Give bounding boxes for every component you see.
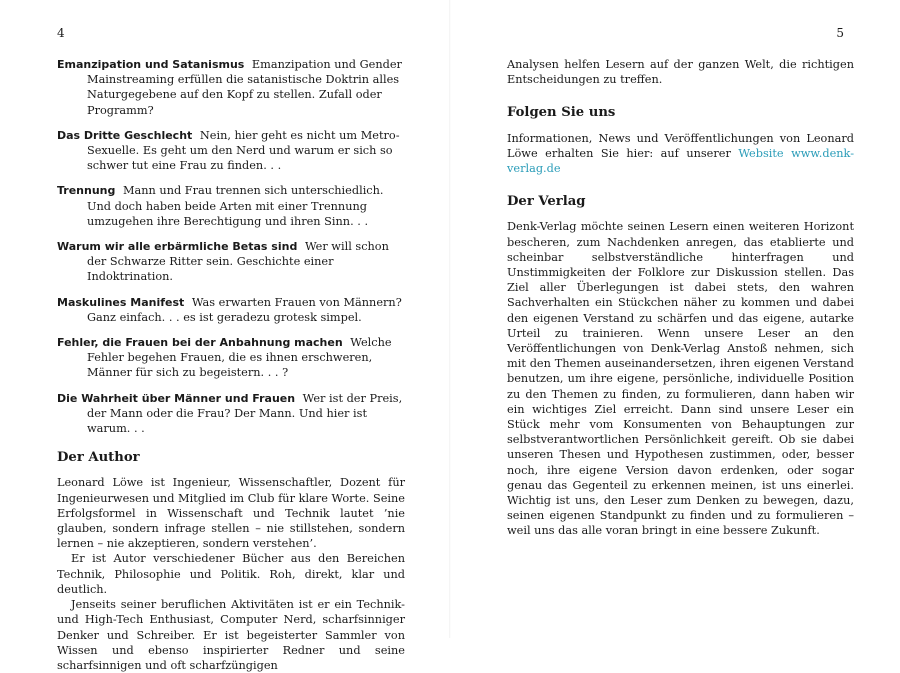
website-link[interactable]: Website www.denk-verlag.de [507, 146, 855, 176]
continuation-paragraph: Analysen helfen Lesern auf der ganzen Welt, die richtigen Entscheidungen zu treffen. [507, 58, 854, 87]
entry-title: Die Wahrheit über Männer und Frauen [57, 391, 296, 405]
book-entry [57, 128, 405, 174]
right-column [507, 57, 854, 539]
entry-text: Wer will schon der Schwarze Ritter sein. Geschichte einer Indoktrination. [87, 240, 389, 284]
author-paragraph: Leonard Löwe ist Ingenieur, Wissenschaftler, Dozent für Ingenieurwesen und Mitglied im Club für klare Worte. Seine Erfolgsformel in Wissenschaft und Technik lautet ’nie glauben, sondern infrage stellen – nie stillstehen, sondern lernen – nie akzeptieren, sondern verstehen’. [57, 476, 405, 551]
page-number-right: 5 [836, 26, 844, 40]
book-entry [57, 335, 405, 381]
book-entry [57, 239, 405, 285]
left-page [0, 0, 450, 672]
entry-title: Emanzipation und Satanismus [57, 58, 245, 71]
entry-text: Nein, hier geht es nicht um Metro-Sexuelle. Es geht um den Nerd und warum er sich so schwer tut eine Frau zu finden. . . [87, 128, 400, 173]
author-heading: Der Author [57, 450, 140, 466]
entry-text: Mann und Frau trennen sich unterschiedlich. Und doch haben beide Arten mit einer Trennung umzugehen ihre Berechtigung und ihren Sinn. . . [87, 184, 384, 228]
follow-paragraph [507, 131, 854, 177]
entry-text: Wer ist der Preis, der Mann oder die Frau? Der Mann. Und hier ist warum. . . [87, 391, 403, 436]
verlag-paragraph: Denk-Verlag möchte seinen Lesern einen weiteren Horizont bescheren, zum Nachdenken anregen, das etablierte und scheinbar selbstverständliche hinterfragen und Unstimmigkeiten der Folklore zur Diskussion stellen. Das Ziel aller Überlegungen ist dabei stets, den wahren Sachverhalten ein Stückchen näher zu kommen und dabei den eigenen Verstand zu schärfen und das eigene, autarke Urteil zu trainieren. Wenn unsere Leser an den Veröffentlichungen von Denk-Verlag Anstoß nehmen, sich mit den Themen auseinandersetzen, ihren eigenen Verstand benutzen, um ihre eigene, persönliche, individuelle Position zu den Themen zu finden, zu formulieren, dann haben wir ein wichtiges Ziel erreicht. Dann sind unsere Leser ein Stück mehr vom Konsumenten von Behauptungen zur selbstverantwortlichen Persönlichkeit gereift. Ob sie dabei unseren Thesen und Hypothesen zustimmen, oder, besser noch, ihre eigene Version davon erdenken, oder sogar genau das Gegenteil zu erkennen meinen, ist uns einerlei. Wichtig ist uns, den Leser zum Denken zu bewegen, dazu, seinen eigenen Standpunkt zu finden und zu formulieren – weil uns das alle voran bringt in eine bessere Zukunft. [507, 220, 854, 538]
book-entry [57, 391, 405, 437]
right-page [450, 0, 900, 638]
book-entry [57, 183, 405, 229]
follow-text: Informationen, News und Veröffentlichungen von Leonard Löwe erhalten Sie hier: auf unserer [507, 131, 854, 160]
page-number-left: 4 [57, 26, 65, 40]
entry-text: Was erwarten Frauen von Männern? Ganz einfach. . . es ist geradezu grotesk simpel. [87, 295, 402, 324]
book-entry [57, 57, 405, 118]
entry-title: Trennung [57, 184, 116, 198]
entry-text: Welche Fehler begehen Frauen, die es ihnen erschweren, Männer für sich zu begeistern. . . ? [87, 336, 392, 380]
author-paragraph: Er ist Autor verschiedener Bücher aus den Bereichen Technik, Philosophie und Politik. Roh, direkt, klar und deutlich. [57, 552, 405, 596]
left-column [57, 57, 405, 673]
entry-title: Das Dritte Geschlecht [57, 128, 193, 142]
book-entry [57, 295, 405, 325]
follow-heading: Folgen Sie uns [507, 105, 616, 121]
entry-text: Emanzipation und Gender Mainstreaming erfüllen die satanistische Doktrin alles Naturgegebene auf den Kopf zu stellen. Zufall oder Programm? [87, 58, 402, 117]
verlag-heading: Der Verlag [507, 194, 586, 210]
entry-title: Fehler, die Frauen bei der Anbahnung machen [57, 336, 343, 350]
entry-title: Maskulines Manifest [57, 295, 185, 309]
entry-title: Warum wir alle erbärmliche Betas sind [57, 240, 298, 254]
author-paragraph: Jenseits seiner beruflichen Aktivitäten ist er ein Technik- und High-Tech Enthusiast, Computer Nerd, scharfsinniger Denker und Schreiber. Er ist begeisterter Sammler von Wissen und ebenso inspirierter Redner und seine scharfsinnigen und oft scharfzüngigen [57, 598, 405, 672]
